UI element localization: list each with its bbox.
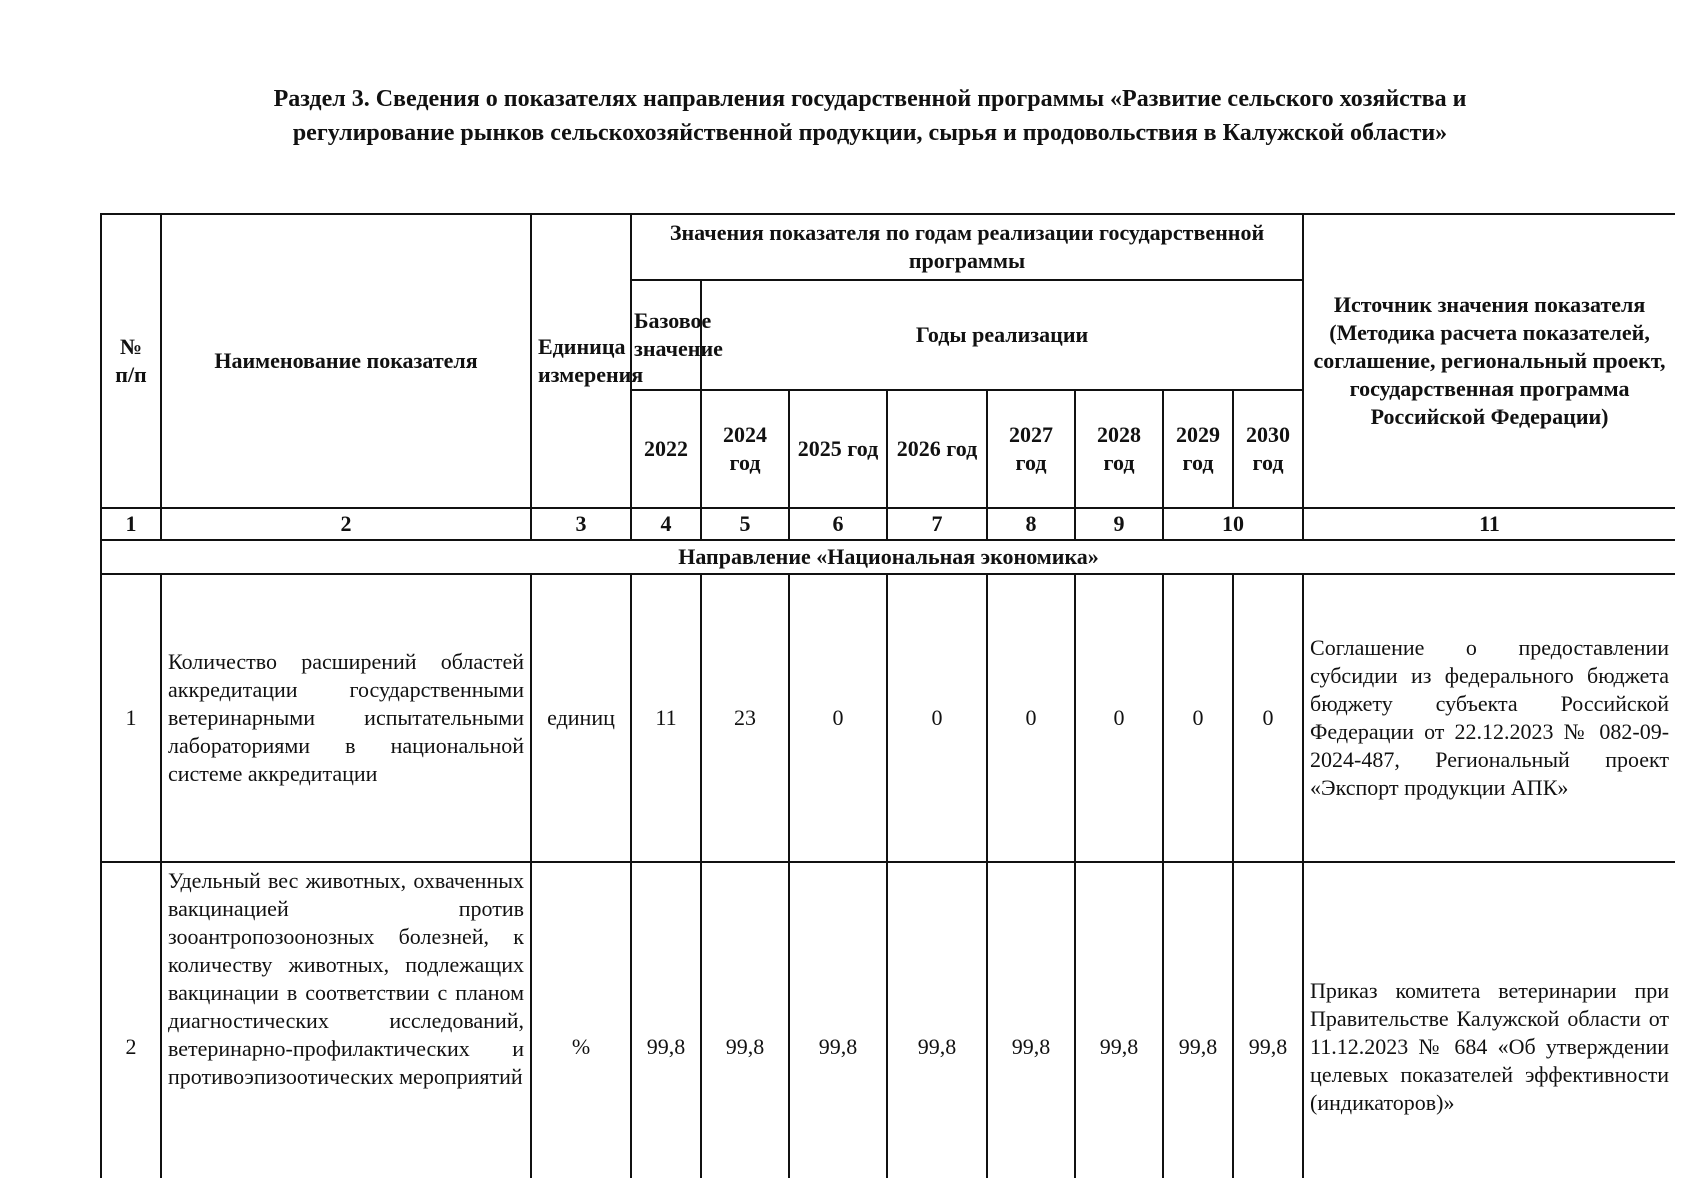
value-2030: 99,8 — [1233, 862, 1303, 1178]
header-row-1 — [101, 214, 1675, 280]
source-cell: Соглашение о предоставлении субсидии из федерального бюджета бюджету субъекта Российской Федерации от 22.12.2023 № 082-09-2024-487, Региональный проект «Экспорт продукции АПК» — [1303, 574, 1675, 862]
column-number: 9 — [1075, 508, 1163, 540]
unit-cell: единиц — [531, 574, 631, 862]
column-number: 4 — [631, 508, 701, 540]
value-2029: 0 — [1163, 574, 1233, 862]
unit-cell: % — [531, 862, 631, 1178]
header-source: Источник значения показателя (Методика расчета показателей, соглашение, региональный проект, государственная программа Российской Федерации) — [1303, 214, 1675, 508]
value-2029: 99,8 — [1163, 862, 1233, 1178]
base-value: 99,8 — [631, 862, 701, 1178]
indicators-table — [100, 213, 1675, 1178]
value-2027: 99,8 — [987, 862, 1075, 1178]
value-2027: 0 — [987, 574, 1075, 862]
header-year-2026: 2026 год — [887, 390, 987, 508]
column-number: 7 — [887, 508, 987, 540]
header-base: Базовое значение — [631, 280, 701, 390]
value-2028: 99,8 — [1075, 862, 1163, 1178]
column-number: 1 — [101, 508, 161, 540]
indicator-name: Удельный вес животных, охваченных вакцинацией против зооантропозоонозных болезней, к количеству животных, подлежащих вакцинации в соответствии с планом диагностических исследований, ветеринарно-профилактических и противоэпизоотических мероприятий — [161, 862, 531, 1178]
value-2028: 0 — [1075, 574, 1163, 862]
column-number: 11 — [1303, 508, 1675, 540]
header-year-2027: 2027 год — [987, 390, 1075, 508]
header-num: № п/п — [101, 214, 161, 508]
indicators-table-container — [100, 213, 1675, 1178]
column-number: 8 — [987, 508, 1075, 540]
title-line-1: Раздел 3. Сведения о показателях направления государственной программы «Развитие сельского хозяйства и — [273, 86, 1467, 112]
column-number: 3 — [531, 508, 631, 540]
column-number: 6 — [789, 508, 887, 540]
header-year-2024: 2024 год — [701, 390, 789, 508]
title-line-2: регулирование рынков сельскохозяйственной продукции, сырья и продовольствия в Калужской области» — [292, 120, 1448, 146]
column-number-row — [101, 508, 1675, 540]
value-2024: 23 — [701, 574, 789, 862]
table-row — [101, 574, 1675, 862]
source-cell: Приказ комитета ветеринарии при Правительстве Калужской области от 11.12.2023 № 684 «Об утверждении целевых показателей эффективности (индикаторов)» — [1303, 862, 1675, 1178]
base-value: 11 — [631, 574, 701, 862]
header-year-2028: 2028 год — [1075, 390, 1163, 508]
header-values: Значения показателя по годам реализации государственной программы — [631, 214, 1303, 280]
header-base-year: 2022 — [631, 390, 701, 508]
value-2025: 99,8 — [789, 862, 887, 1178]
indicator-name: Количество расширений областей аккредитации государственными ветеринарными испытательными лабораториями в национальной системе аккредитации — [161, 574, 531, 862]
value-2025: 0 — [789, 574, 887, 862]
header-unit: Единица измерения — [531, 214, 631, 508]
section-row — [101, 540, 1675, 574]
row-num: 1 — [101, 574, 161, 862]
header-year-2029: 2029 год — [1163, 390, 1233, 508]
section-title: Направление «Национальная экономика» — [101, 540, 1675, 574]
value-2026: 0 — [887, 574, 987, 862]
row-num: 2 — [101, 862, 161, 1178]
column-number: 2 — [161, 508, 531, 540]
value-2026: 99,8 — [887, 862, 987, 1178]
column-number: 10 — [1163, 508, 1303, 540]
value-2024: 99,8 — [701, 862, 789, 1178]
value-2030: 0 — [1233, 574, 1303, 862]
header-year-2025: 2025 год — [789, 390, 887, 508]
column-number: 5 — [701, 508, 789, 540]
page-title — [120, 82, 1620, 150]
table-row — [101, 862, 1675, 1178]
header-name: Наименование показателя — [161, 214, 531, 508]
header-years: Годы реализации — [701, 280, 1303, 390]
header-year-2030: 2030 год — [1233, 390, 1303, 508]
